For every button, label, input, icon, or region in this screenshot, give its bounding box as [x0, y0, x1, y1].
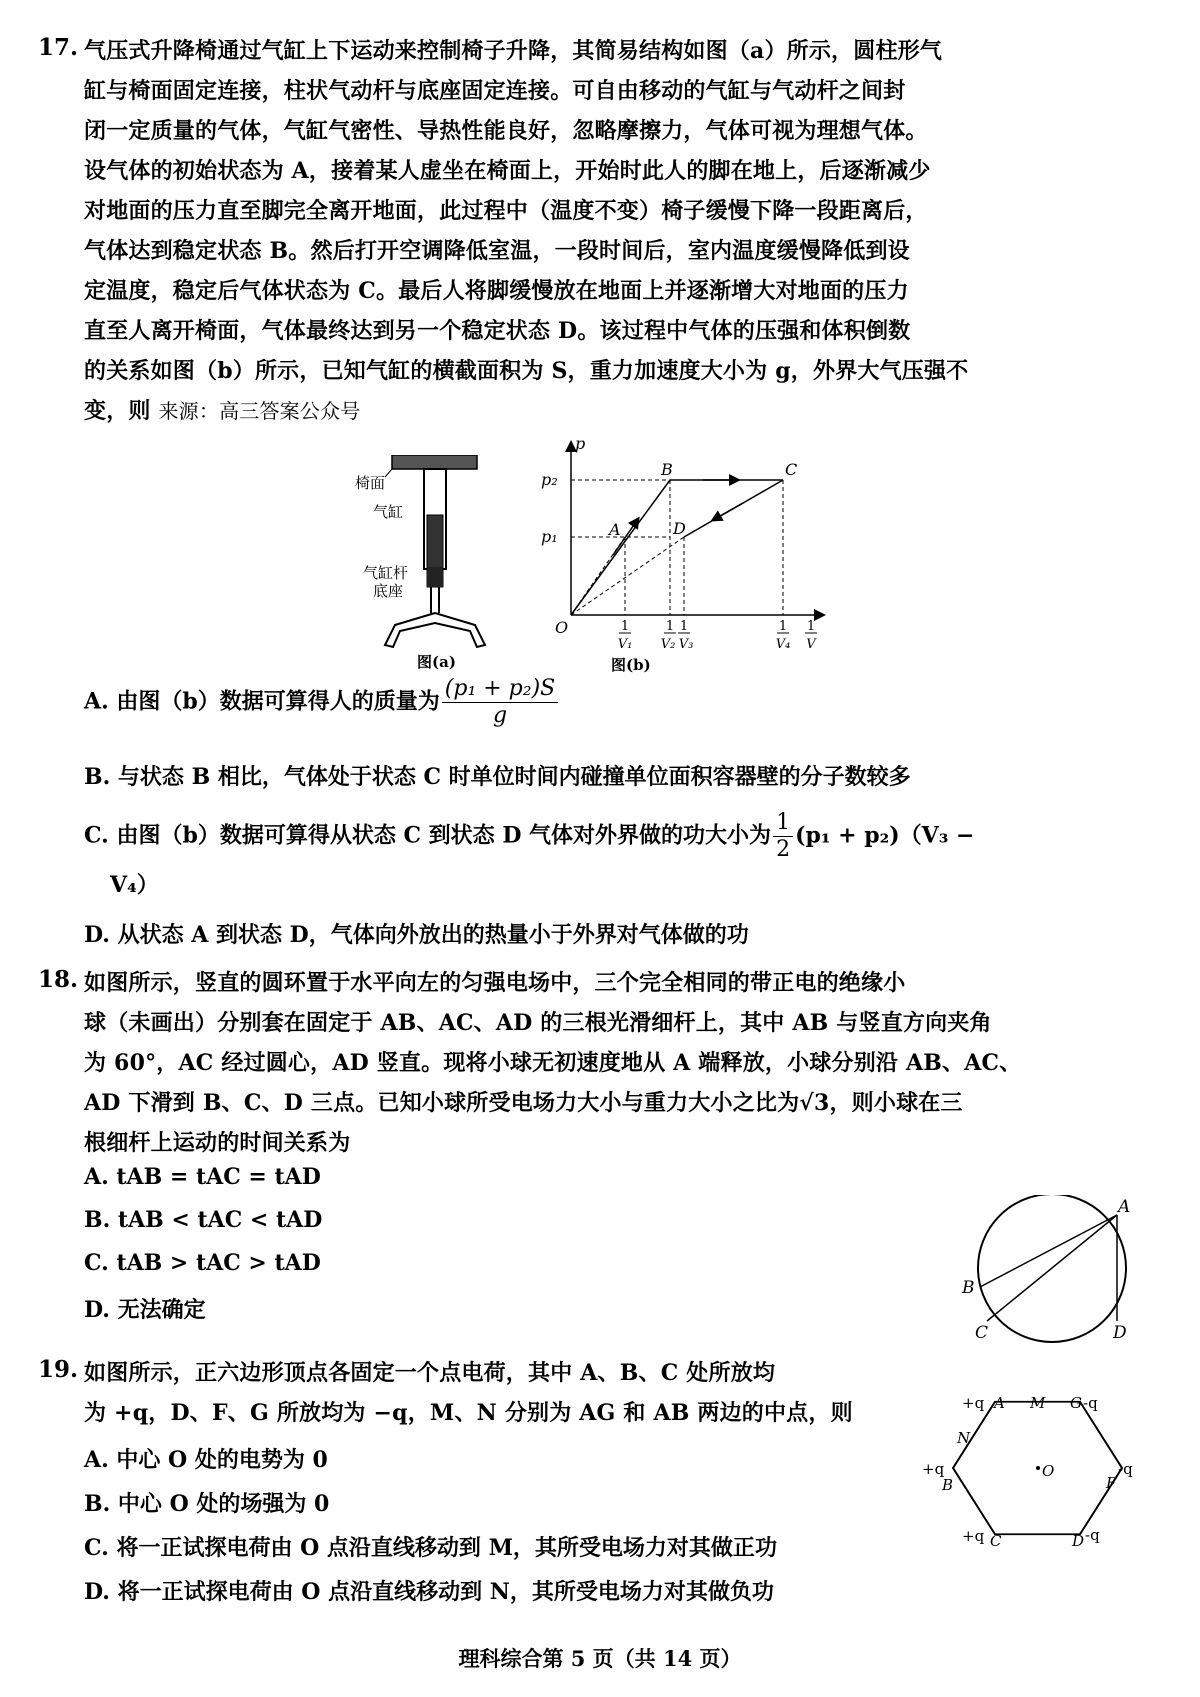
frac-numerator: 1	[773, 810, 793, 837]
q19-label-G: G	[1070, 1394, 1082, 1412]
fig-b-tick-V3: V₃	[678, 637, 694, 652]
q17-stem	[84, 31, 1124, 431]
q18-circle-figure	[950, 1195, 1150, 1345]
q19-option-B: B. 中心 O 处的场强为 0	[84, 1491, 330, 1517]
fig-b-tick-one: 1	[665, 619, 675, 634]
fig-b-axis-p: p	[575, 435, 586, 453]
q19-charge-plus-A: +q	[962, 1394, 985, 1412]
q17-option-A	[84, 676, 560, 729]
q18-stem-line: 根细杆上运动的时间关系为	[84, 1130, 351, 1156]
q19-label-A: A	[994, 1394, 1005, 1412]
q17-option-D: D. 从状态 A 到状态 D，气体向外放出的热量小于外界对气体做的功	[84, 922, 749, 948]
q17-stem-line: 对地面的压力直至脚完全离开地面，此过程中（温度不变）椅子缓慢下降一段距离后，	[84, 198, 928, 224]
fig-a-label-rod: 气缸杆	[363, 564, 409, 582]
q17-stem-line: 设气体的初始状态为 A，接着某人虚坐在椅面上，开始时此人的脚在地上，后逐渐减少	[84, 158, 931, 184]
fig-b-tick-one: 1	[679, 619, 689, 634]
fig-b-p2: p₂	[541, 470, 558, 489]
q17-option-A-text: A. 由图（b）数据可算得人的质量为	[84, 688, 440, 715]
q18-option-C: C. tAB > tAC > tAD	[84, 1250, 321, 1276]
q17-stem-line: 直至人离开椅面，气体最终达到另一个稳定状态 D。该过程中气体的压强和体积倒数	[84, 318, 911, 344]
fig-b-p1: p₁	[541, 527, 558, 546]
q18-option-A: A. tAB = tAC = tAD	[84, 1164, 321, 1190]
q17-stem-line: 的关系如图（b）所示，已知气缸的横截面积为 S，重力加速度大小为 g，外界大气压强不	[84, 358, 969, 384]
q17-option-A-fraction	[442, 676, 558, 729]
frac-denominator: g	[492, 703, 508, 728]
q19-stem-line: 如图所示，正六边形顶点各固定一个点电荷，其中 A、B、C 处所放均	[84, 1360, 776, 1386]
q18-stem-line: 如图所示，竖直的圆环置于水平向左的匀强电场中，三个完全相同的带正电的绝缘小	[84, 970, 906, 996]
q18-fig-label-C: C	[975, 1323, 989, 1343]
q19-label-C: C	[990, 1532, 1002, 1550]
q18-option-D: D. 无法确定	[84, 1297, 206, 1323]
fig-b-caption: 图(b)	[611, 656, 651, 674]
fig-a-label-seat: 椅面	[355, 474, 386, 492]
fig-b-point-C: C	[785, 460, 798, 479]
q19-label-M: M	[1030, 1394, 1046, 1412]
fig-b-point-A: A	[609, 520, 621, 539]
q19-label-D: D	[1072, 1532, 1085, 1550]
fig-b-point-D: D	[673, 519, 686, 538]
q18-number: 18.	[38, 966, 79, 993]
q19-label-N: N	[957, 1429, 971, 1447]
q17-option-C-text: C. 由图（b）数据可算得从状态 C 到状态 D 气体对外界做的功大小为	[84, 822, 772, 849]
q18-stem-line: 球（未画出）分别套在固定于 AB、AC、AD 的三根光滑细杆上，其中 AB 与竖直方向夹角	[84, 1010, 992, 1036]
q19-label-O: O	[1042, 1462, 1055, 1480]
q19-option-D: D. 将一正试探电荷由 O 点沿直线移动到 N，其所受电场力对其做负功	[84, 1579, 774, 1605]
q18-stem	[84, 963, 1124, 1163]
q19-hexagon-figure	[910, 1388, 1150, 1568]
q17-stem-line: 定温度，稳定后气体状态为 C。最后人将脚缓慢放在地面上并逐渐增大对地面的压力	[84, 278, 909, 304]
fig-a-label-cylinder: 气缸	[373, 503, 404, 521]
q17-stem-line: 气体达到稳定状态 B。然后打开空调降低室温，一段时间后，室内温度缓慢降低到设	[84, 238, 910, 264]
q18-stem-line: AD 下滑到 B、C、D 三点。已知小球所受电场力大小与重力大小之比为√3，则小球在三	[84, 1090, 963, 1116]
q19-label-B: B	[942, 1476, 954, 1494]
q19-charge-plus-C: +q	[962, 1527, 985, 1545]
q17-stem-line: 闭一定质量的气体，气缸气密性、导热性能良好，忽略摩擦力，气体可视为理想气体。	[84, 118, 928, 144]
q19-charge-minus-G: -q	[1083, 1394, 1098, 1412]
fig-b-tick-V2: V₂	[660, 637, 676, 652]
q17-option-B: B. 与状态 B 相比，气体处于状态 C 时单位时间内碰撞单位面积容器壁的分子数较多	[84, 764, 911, 790]
q19-charge-plus-B: +q	[922, 1460, 945, 1478]
q17-stem-line: 缸与椅面固定连接，柱状气动杆与底座固定连接。可自由移动的气缸与气动杆之间封	[84, 78, 906, 104]
q17-option-C-suffix: (p₁ + p₂)（V₃ −	[795, 822, 975, 849]
q17-figure-b	[533, 435, 833, 675]
q19-number: 19.	[38, 1356, 79, 1383]
fig-b-tick-one: 1	[778, 619, 788, 634]
q18-fig-label-B: B	[962, 1278, 975, 1298]
q17-figure-a	[355, 455, 505, 670]
fig-b-tick-one: 1	[806, 619, 816, 634]
frac-denominator: 2	[776, 837, 791, 862]
fig-b-origin: O	[555, 618, 569, 637]
q19-label-F: F	[1106, 1474, 1117, 1492]
fig-b-tick-V1: V₁	[617, 637, 633, 652]
frac-numerator: (p₁ + p₂)S	[442, 676, 558, 703]
q18-option-B: B. tAB < tAC < tAD	[84, 1207, 323, 1233]
q17-option-C-cont: V₄）	[110, 872, 159, 898]
q17-stem-line: 气压式升降椅通过气缸上下运动来控制椅子升降，其简易结构如图（a）所示，圆柱形气	[84, 38, 943, 64]
q17-number: 17.	[38, 34, 79, 61]
q19-charge-minus-D: -q	[1085, 1526, 1100, 1544]
page-footer: 理科综合第 5 页（共 14 页）	[458, 1646, 742, 1671]
fig-b-tick-one: 1	[620, 619, 630, 634]
fig-a-label-base: 底座	[373, 582, 404, 600]
q19-option-A: A. 中心 O 处的电势为 0	[84, 1447, 328, 1473]
q19-charge-minus-F: -q	[1118, 1460, 1133, 1478]
fig-b-tick-V4: V₄	[775, 637, 791, 652]
q17-option-C-fraction	[773, 810, 793, 863]
q17-option-C	[84, 810, 974, 863]
q18-fig-label-A: A	[1118, 1197, 1131, 1217]
q19-option-C: C. 将一正试探电荷由 O 点沿直线移动到 M，其所受电场力对其做正功	[84, 1535, 777, 1561]
q18-stem-line: 为 60°，AC 经过圆心，AD 竖直。现将小球无初速度地从 A 端释放，小球分别沿 AB、AC、	[84, 1050, 1022, 1076]
source-note: 来源：高三答案公众号	[158, 399, 361, 423]
q17-last-line: 变，则	[84, 398, 151, 424]
q19-stem	[84, 1353, 904, 1433]
fig-a-caption: 图(a)	[417, 653, 456, 670]
q18-fig-label-D: D	[1113, 1323, 1127, 1343]
fig-b-point-B: B	[661, 460, 673, 479]
fig-b-tick-V: V	[806, 637, 816, 652]
q19-stem-line: 为 +q，D、F、G 所放均为 −q，M、N 分别为 AG 和 AB 两边的中点，则	[84, 1400, 853, 1426]
